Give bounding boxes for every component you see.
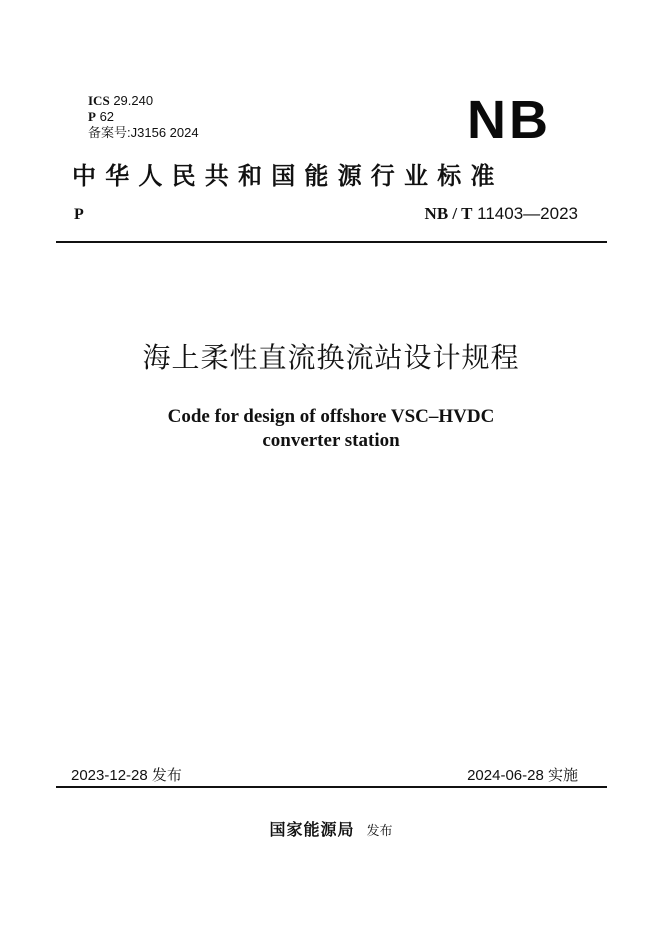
document-metadata bbox=[88, 93, 199, 141]
ccs-label: P bbox=[88, 109, 96, 124]
issue-date-label: 发布 bbox=[151, 767, 182, 784]
ics-label: ICS bbox=[88, 93, 110, 108]
ics-value: 29.240 bbox=[113, 93, 154, 108]
ics-line bbox=[88, 93, 199, 109]
standard-number-value: 11403—2023 bbox=[477, 204, 578, 223]
issuing-authority bbox=[0, 817, 662, 840]
record-label: 备案号: bbox=[88, 125, 131, 140]
issuer-action: 发布 bbox=[366, 824, 393, 839]
standard-number bbox=[425, 204, 578, 224]
record-value: J3156 2024 bbox=[130, 125, 199, 140]
title-english-line-1: Code for design of offshore VSC–HVDC bbox=[167, 406, 495, 427]
document-title-chinese: 海上柔性直流换流站设计规程 bbox=[142, 341, 520, 374]
ccs-line bbox=[88, 109, 199, 125]
issue-date-value: 2023-12-28 bbox=[71, 767, 148, 784]
title-english-line-2: converter station bbox=[262, 430, 400, 451]
bottom-divider bbox=[56, 786, 607, 788]
effective-date-value: 2024-06-28 bbox=[467, 767, 544, 784]
standard-series-title: 中华人民共和国能源行业标准 bbox=[72, 162, 504, 190]
issuer-name: 国家能源局 bbox=[269, 820, 355, 839]
record-line bbox=[88, 125, 199, 141]
effective-date bbox=[467, 764, 578, 785]
ccs-value: 62 bbox=[99, 109, 115, 124]
nb-logo: NB bbox=[467, 90, 551, 150]
standard-number-prefix: NB / T bbox=[424, 204, 473, 223]
classification-code: P bbox=[74, 206, 84, 223]
top-divider bbox=[56, 241, 607, 243]
document-title-english bbox=[0, 405, 662, 453]
effective-date-label: 实施 bbox=[547, 767, 578, 784]
issue-date bbox=[71, 764, 182, 785]
